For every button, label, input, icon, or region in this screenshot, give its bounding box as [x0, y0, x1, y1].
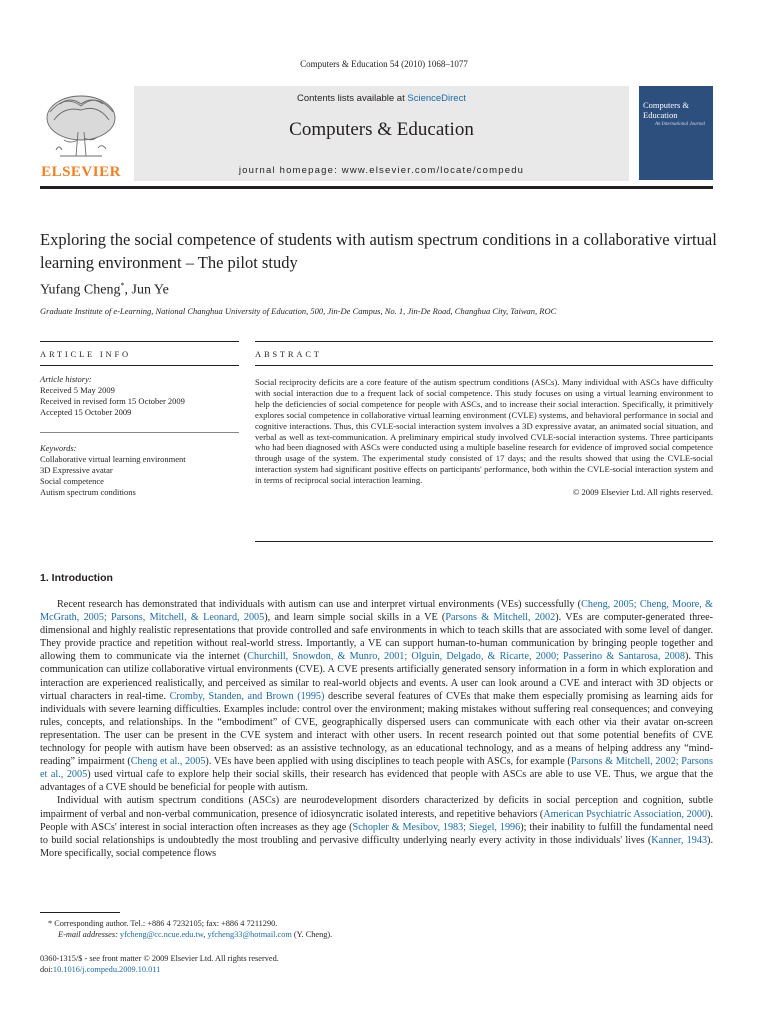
- abstract-top-rule: [255, 341, 713, 342]
- section-heading: 1. Introduction: [40, 572, 113, 584]
- journal-title: Computers & Education: [289, 119, 474, 140]
- author-separator: ,: [124, 282, 132, 298]
- abstract-copyright: © 2009 Elsevier Ltd. All rights reserved.: [572, 487, 713, 498]
- footnote-text: Corresponding author. Tel.: +886 4 7232105; fax: +886 4 7211290.: [54, 919, 278, 928]
- abstract-heading: ABSTRACT: [255, 349, 322, 359]
- section-body: [40, 598, 713, 860]
- paragraph-text: Recent research has demonstrated that individuals with autism can use and interpret virtual environments (VEs) successfully (: [57, 599, 582, 610]
- issn-line: 0360-1315/$ - see front matter © 2009 Elsevier Ltd. All rights reserved.: [40, 954, 279, 963]
- elsevier-wordmark: ELSEVIER: [41, 164, 121, 180]
- journal-citation: Computers & Education 54 (2010) 1068–1077: [300, 59, 468, 69]
- footnote-mark: *: [48, 919, 53, 928]
- paragraph-text: ). VEs are computer-generated three-dimensional and highly realistic representations that provide controlled and safe environments in which to teach skills that are associated with some level of danger. They provide practice and repetition without real-world stress. Importantly, a VE can support human-to-human communication by bringing people together and allowing them to communicate via the internet (: [40, 612, 714, 663]
- email-link[interactable]: yfcheng33@hotmail.com: [207, 930, 292, 939]
- article-history: [40, 374, 240, 418]
- paragraph-text: ) used virtual cafe to explore help their social skills, their research has evidenced that people with ASCs are able to use VE. Thus, we argue that the advantages of a CVE should be beneficial for people with autism.: [40, 769, 713, 794]
- affiliation: Graduate Institute of e-Learning, National Changhua University of Education, 500, Jin-De Campus, No. 1, Jin-De Road, Changhua City, Taiwan, ROC: [40, 306, 557, 316]
- doi-label: doi:: [40, 965, 53, 974]
- paragraph-text: ), and learn simple social skills in a VE (: [264, 612, 446, 624]
- email-link[interactable]: yfcheng@cc.ncue.edu.tw: [119, 930, 204, 939]
- history-received: Received 5 May 2009: [40, 385, 115, 395]
- paragraph-text: ). More specifically, social competence flows: [40, 834, 713, 859]
- footnote-rule: [40, 912, 120, 913]
- doi-line: [40, 964, 279, 975]
- paragraph-text: ). This communication can utilize collaborative virtual environments (CVE). A CVE presents artificially generated sensory information in a form in which exploration and interaction are experienced realistically, and perceived as similar to real-world objects and events. A user can look around a CVE and interact with 3D objects or virtual characters in real-time.: [40, 651, 713, 702]
- citation-link[interactable]: Cheng et al., 2005: [130, 756, 206, 768]
- citation-link[interactable]: Parsons & Mitchell, 2002: [445, 612, 556, 624]
- tree-icon: [40, 90, 122, 164]
- info-top-rule: [40, 341, 239, 342]
- elsevier-logo[interactable]: [40, 90, 122, 182]
- info-sub-rule: [40, 365, 239, 366]
- paragraph-text: ). VEs have been applied with using disciplines to teach people with ASCs, for example (: [205, 756, 571, 768]
- author-list: [40, 281, 169, 299]
- corresponding-mark[interactable]: *: [120, 281, 125, 290]
- paragraph-2: [40, 794, 713, 859]
- email-suffix: (Y. Cheng).: [291, 930, 333, 939]
- issn-block: [40, 953, 279, 975]
- history-label: Article history:: [40, 374, 92, 384]
- cover-title: Computers & Education: [643, 100, 690, 120]
- email-label: E-mail addresses:: [58, 930, 118, 939]
- sciencedirect-link[interactable]: ScienceDirect: [407, 93, 466, 104]
- footnote-line: [40, 918, 332, 929]
- author-name: Jun Ye: [131, 282, 169, 298]
- abstract-sub-rule: [255, 365, 713, 366]
- article-info-heading: ARTICLE INFO: [40, 349, 131, 359]
- info-mid-rule: [40, 432, 239, 433]
- history-accepted: Accepted 15 October 2009: [40, 407, 132, 417]
- citation-link[interactable]: Kanner, 1943: [651, 834, 708, 846]
- abstract-bottom-rule: [255, 541, 713, 542]
- history-revised: Received in revised form 15 October 2009: [40, 396, 185, 406]
- keyword: Collaborative virtual learning environment: [40, 454, 186, 464]
- keywords-label: Keywords:: [40, 443, 77, 453]
- paragraph-1: [40, 598, 713, 794]
- contents-prefix: Contents lists available at: [297, 93, 408, 104]
- keyword: Social competence: [40, 476, 104, 486]
- keywords-list: [40, 443, 240, 498]
- article-title: Exploring the social competence of students with autism spectrum conditions in a collaborative virtual learning environment – The pilot study: [40, 230, 717, 272]
- abstract-text: Social reciprocity deficits are a core feature of the autism spectrum conditions (ASCs). Many individual with ASCs have difficulty with social interaction due to a frequent lack of social competence. This study focuses on using a virtual learning environment to help the deficiencies of social competence for people with ASCs, and to increase their social interaction. Specifically, it primitively explores social competence in collaborative virtual learning environment (CVLE) systems, and behavioral performance in social and cognitive interactions. Thus, this CVLE-social interaction system involves a 3D expressive avatar, an animated social situation, and verbal as well as text-communication. A preliminary empirical study involved CVLE-social interaction systems. Three participants who had been diagnosed with ASCs were conducted using a multiple baseline research for evidence of improved social competence through usage of the system. The experimental study consisted of 17 days; and the results showed that using the CVLE-social interaction system had significant positive effects on participants' performance, both within the CVLE-social interaction system and in terms of reciprocal social interaction learning.: [255, 377, 713, 486]
- citation-link[interactable]: American Psychiatric Association, 2000: [543, 808, 708, 820]
- cover-subtitle: An International Journal: [655, 122, 705, 127]
- email-separator: ,: [203, 930, 208, 939]
- journal-cover[interactable]: [639, 86, 713, 180]
- citation-link[interactable]: Cheng, 2005; Cheng, Moore, & McGrath, 2005; Parsons, Mitchell, & Leonard, 2005: [40, 599, 713, 624]
- keyword: Autism spectrum conditions: [40, 487, 136, 497]
- footnote-emails: [40, 929, 332, 940]
- header-rule: [40, 186, 713, 189]
- contents-line: [134, 93, 629, 104]
- author-name: Yufang Cheng: [40, 282, 121, 298]
- citation-link[interactable]: Churchill, Snowdon, & Munro, 2001; Olguin, Delgado, & Ricarte, 2000; Passerino & Santarosa, 2008: [247, 651, 685, 663]
- paragraph-text: ). People with ASCs' interest in social interaction often increases as they age (: [40, 808, 713, 833]
- footnote: [40, 918, 332, 940]
- paragraph-text: Individual with autism spectrum conditions (ASCs) are neurodevelopment disorders characterized by deficits in social perception and cognition, subtle impairment of verbal and non-verbal communication, presence of idiosyncratic isolated interests, and repetitive behaviors (: [40, 795, 713, 820]
- paragraph-text: ); their inability to fulfill the fundamental need to build social relationships is undoubtedly the most troubling and pervasive difficulty underlying nearly every activity in those individuals' lives (: [40, 821, 713, 846]
- journal-homepage[interactable]: journal homepage: www.elsevier.com/locate/compedu: [238, 165, 525, 176]
- citation-link[interactable]: Cromby, Standen, and Brown (1995): [169, 690, 325, 702]
- paragraph-text: describe several features of CVEs that make them especially promising as learning aids for individuals with severe learning difficulties. Examples include: control over the environment; making mistakes without suffering real consequences; and conveying rules, concepts, and relationships. In the “embodiment” of CVE, geographically dispersed users can communicate with each other via their avatar on-screen representation. The user can be present in the CVE system and interact with other users. In recent research pointed out that some potential benefits of CVE technology for people with autism have been observed: as an assistive technology, as an educational technology, and as a means of helping address any “mind-reading” impairment (: [40, 690, 714, 768]
- citation-link[interactable]: Parsons & Mitchell, 2002; Parsons et al., 2005: [40, 756, 713, 781]
- keyword: 3D Expressive avatar: [40, 465, 113, 475]
- citation-link[interactable]: Schopler & Mesibov, 1983; Siegel, 1996: [352, 821, 521, 833]
- abstract-body: [255, 377, 713, 498]
- doi-link[interactable]: 10.1016/j.compedu.2009.10.011: [52, 965, 161, 974]
